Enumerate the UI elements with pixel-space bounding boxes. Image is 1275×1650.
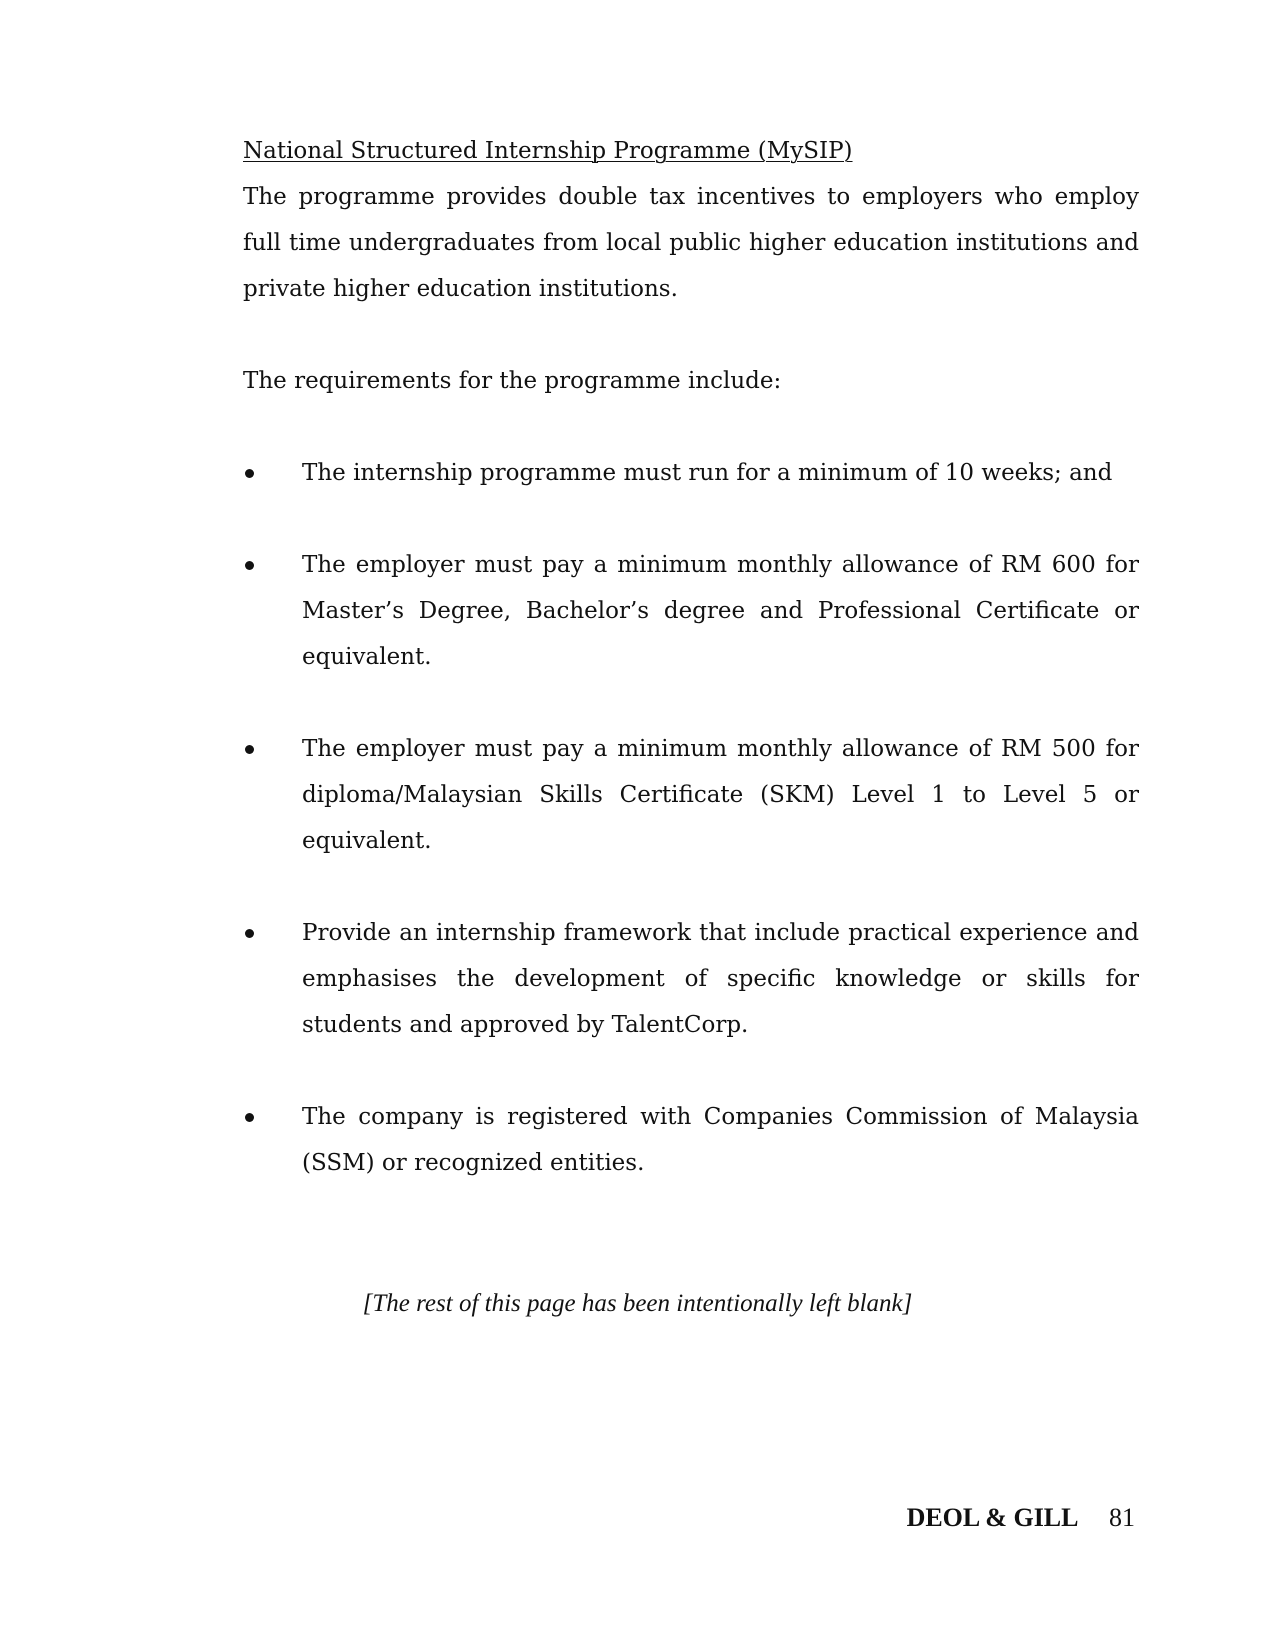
list-item: [243, 542, 1139, 680]
bullet-icon: [245, 561, 254, 570]
list-item: [243, 910, 1139, 1048]
list-item-text: The employer must pay a minimum monthly allowance of RM 600 for Master’s Degree, Bachelor’s degree and Professional Certificate or equivalent.: [302, 552, 1139, 670]
spacer: [243, 404, 1139, 450]
list-item-text: Provide an internship framework that include practical experience and emphasises the development of specific knowledge or skills for students and approved by TalentCorp.: [302, 920, 1139, 1038]
bullet-icon: [245, 469, 254, 478]
footer-brand: DEOL & GILL: [906, 1503, 1079, 1532]
blank-page-note: [The rest of this page has been intentionally left blank]: [362, 1290, 913, 1317]
bullet-icon: [245, 1113, 254, 1122]
requirements-list: [243, 450, 1139, 1186]
intro-paragraph: The programme provides double tax incentives to employers who employ full time undergraduates from local public higher education institutions and private higher education institutions.: [243, 184, 1139, 302]
list-item: [243, 450, 1139, 496]
section-heading: National Structured Internship Programme (MySIP): [243, 138, 853, 164]
list-item: [243, 726, 1139, 864]
list-item-text: The internship programme must run for a minimum of 10 weeks; and: [302, 460, 1113, 486]
list-item: [243, 1094, 1139, 1186]
page-number: 81: [1109, 1503, 1135, 1532]
spacer: [243, 312, 1139, 358]
requirements-intro: The requirements for the programme include:: [243, 368, 782, 394]
list-item-text: The company is registered with Companies Commission of Malaysia (SSM) or recognized entities.: [302, 1104, 1139, 1176]
list-item-text: The employer must pay a minimum monthly allowance of RM 500 for diploma/Malaysian Skills Certificate (SKM) Level 1 to Level 5 or equivalent.: [302, 736, 1139, 854]
bullet-icon: [245, 745, 254, 754]
bullet-icon: [245, 929, 254, 938]
page-content: [243, 128, 1139, 1186]
page-footer: [907, 1503, 1135, 1533]
